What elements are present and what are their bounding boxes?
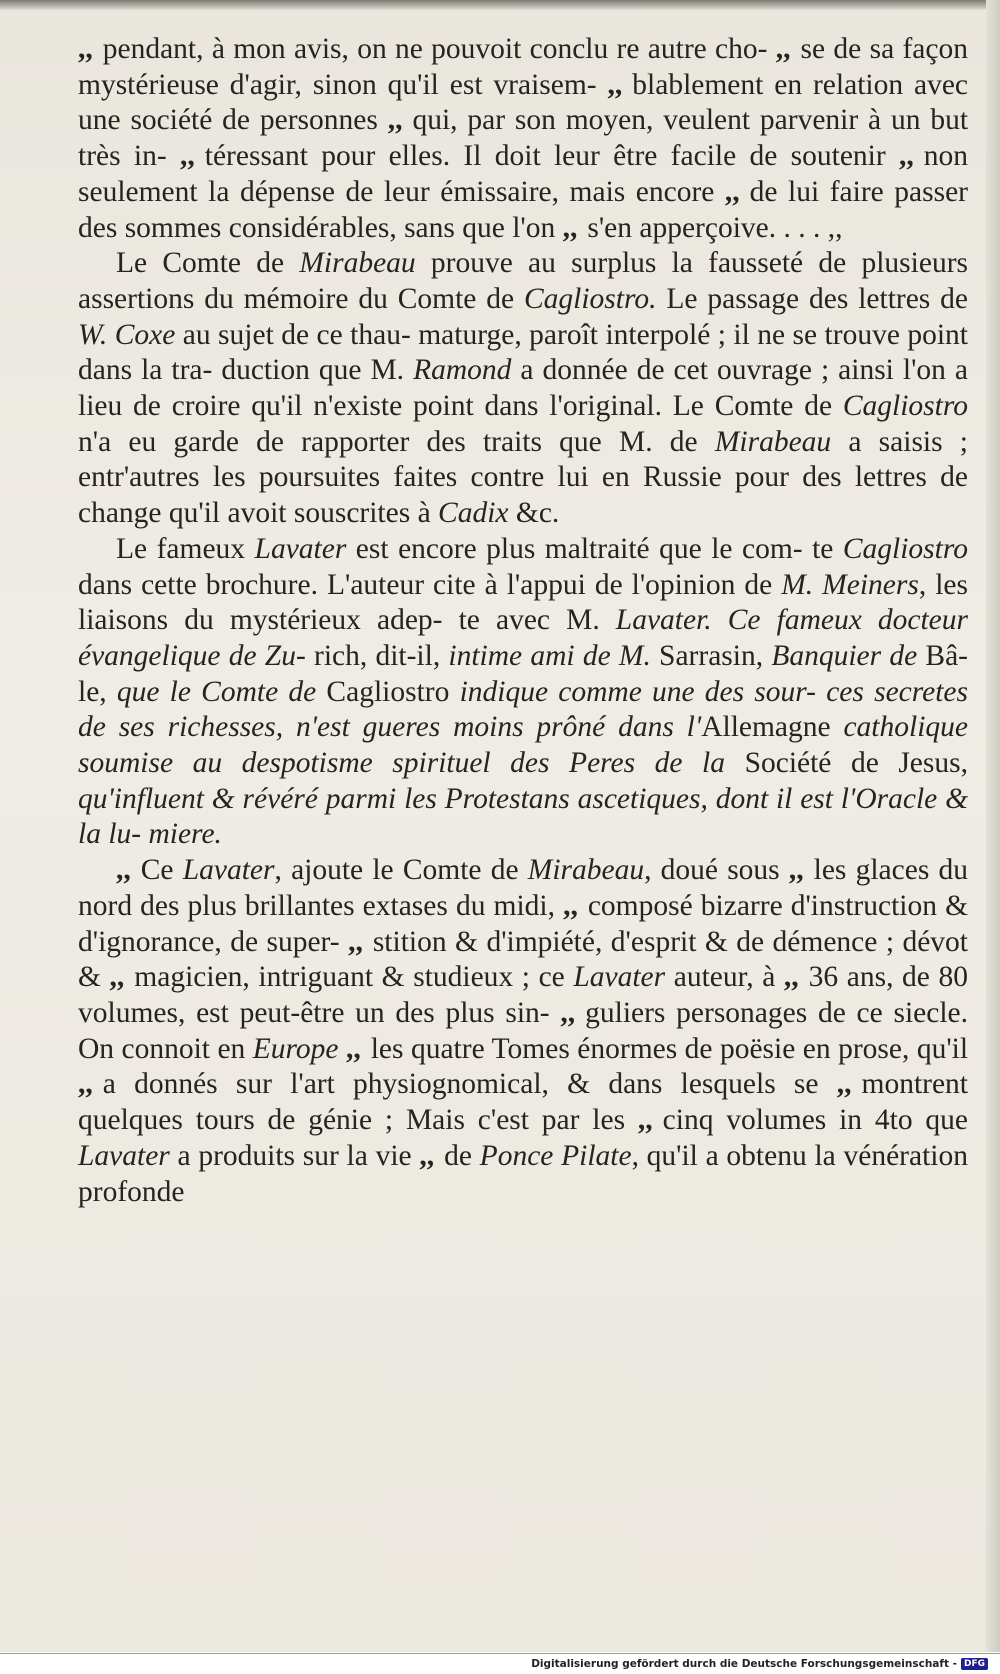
- line-text: Le Comte de: [116, 247, 300, 280]
- italic-text: Cagliostro: [842, 390, 968, 423]
- italic-text: Europe: [252, 1032, 339, 1065]
- italic-text: W. Coxe: [78, 318, 176, 351]
- italic-text: ces secretes de ses richesses, n'est gueres moins prôné dans: [78, 675, 969, 744]
- quote-mark: ,,: [387, 104, 403, 137]
- text-line: [563, 212, 843, 244]
- italic-text: Mirabeau: [714, 425, 832, 458]
- line-text: a donnés sur l'art physiognomical, & dans lesquels se: [102, 1068, 819, 1101]
- page-top-edge: [0, 0, 1000, 10]
- quote-mark: ,,: [78, 1068, 93, 1101]
- text-line: [294, 497, 559, 529]
- italic-text: catholique soumise au despotisme spirituel des: [78, 711, 968, 780]
- page-body-text: [78, 32, 968, 1210]
- footer-bar: [531, 1655, 988, 1673]
- line-text: , ajoute le Comte de: [274, 854, 528, 887]
- line-text: au sujet de ce thau-: [175, 318, 411, 351]
- footer-separator: [0, 1653, 1000, 1654]
- italic-text: Lavater: [254, 532, 347, 565]
- italic-text: que le Comte de: [116, 675, 317, 708]
- line-text: est encore plus maltraité que le com-: [346, 532, 803, 565]
- quote-mark: ,,: [345, 1032, 361, 1065]
- italic-text: miere.: [148, 818, 222, 851]
- line-text: pendant, à mon avis, on ne pouvoit conclu re autre cho-: [102, 33, 768, 65]
- line-text: qui, par son moyen, veulent parvenir à un but très in-: [78, 104, 969, 173]
- italic-text: Mirabeau: [527, 854, 645, 887]
- italic-text: intime ami de M.: [448, 639, 651, 672]
- italic-text: Cadix: [438, 497, 509, 530]
- line-text: Bâ-: [917, 639, 968, 672]
- line-text: M. de: [618, 425, 715, 458]
- line-text: blablement en relation avec une société de personnes: [78, 68, 969, 137]
- line-text: te avec M.: [458, 604, 616, 637]
- italic-text: indique comme une des sour-: [459, 675, 817, 708]
- quote-mark: ,,: [419, 1139, 435, 1172]
- italic-text: qu'influent & révéré parmi: [78, 782, 397, 815]
- line-text: contre lui en Russie pour des lettres de change qu'il avoit: [78, 461, 968, 530]
- paragraph: [78, 532, 968, 853]
- quote-mark: ,,: [109, 961, 125, 994]
- line-text: te: [812, 532, 843, 565]
- italic-text: Peres de la: [569, 747, 726, 780]
- line-text: le,: [78, 675, 117, 708]
- line-text: Sarrasin,: [650, 639, 772, 672]
- line-text: auteur, à: [665, 961, 776, 994]
- line-text: de l'opinion de: [594, 568, 782, 601]
- line-text: a produits sur la vie: [169, 1139, 412, 1172]
- text-line: [116, 247, 846, 279]
- italic-text: Lavater: [78, 1139, 170, 1172]
- line-text: Cagliostro: [316, 675, 460, 708]
- quote-mark: ,,: [180, 140, 195, 173]
- italic-text: Cagliostro: [842, 532, 968, 565]
- line-text: les quatre Tomes énormes de poësie en prose, qu'il: [370, 1032, 969, 1065]
- quote-mark: ,,: [563, 889, 578, 922]
- line-text: montrent quelques tours de génie ; Mais c'est par les: [78, 1068, 969, 1137]
- line-text: maturge, paroît interpolé ; il ne se trouve point dans la tra-: [78, 318, 969, 387]
- line-text: rich, dit-il,: [314, 639, 449, 672]
- italic-text: Banquier de: [771, 639, 918, 672]
- quote-mark: ,,: [836, 1068, 852, 1101]
- quote-mark: ,,: [562, 211, 578, 244]
- line-text: , doué sous: [644, 854, 780, 887]
- page-right-edge: [986, 0, 1000, 1652]
- text-line: [116, 533, 803, 565]
- line-text: 36 ans, de 80 volumes, est peut-être un des plus sin-: [78, 961, 968, 1029]
- italic-text: Lavater. Ce fameux docteur évangelique de Zu-: [78, 604, 969, 672]
- line-text: les glaces du nord des plus brillantes extases du midi,: [78, 854, 968, 922]
- quote-mark: ,,: [348, 925, 363, 958]
- line-text: stition & d'impiété, d'esprit & de démence ; dévot &: [78, 925, 969, 994]
- line-text: cinq volumes in 4to que: [662, 1104, 968, 1137]
- line-text: Le fameux: [116, 532, 255, 565]
- italic-text: Lavater: [573, 961, 666, 994]
- quote-mark: ,,: [783, 961, 799, 994]
- text-line: [346, 1033, 968, 1065]
- italic-text: Ramond: [413, 354, 512, 387]
- italic-text: l': [686, 711, 702, 744]
- line-text: souscrites à: [293, 497, 439, 530]
- text-line: [116, 854, 780, 886]
- text-line: [314, 640, 968, 672]
- italic-text: Lavater: [182, 854, 275, 887]
- line-text: , les liaisons du mystérieux adep-: [78, 568, 969, 637]
- line-text: de lui faire passer des sommes considérables, sans que l'on: [78, 175, 968, 244]
- text-line: [180, 140, 886, 172]
- quote-mark: ,,: [775, 33, 791, 65]
- line-text: s'en apperçoive. . . . ,,: [587, 211, 843, 244]
- text-line: [148, 818, 221, 850]
- quote-mark: ,,: [788, 854, 804, 887]
- italic-text: Cagliostro.: [523, 282, 657, 315]
- dfg-logo: DFG: [961, 1658, 988, 1670]
- paragraph: [78, 32, 968, 246]
- line-text: Comte de: [714, 390, 843, 423]
- line-text: magicien, intriguant & studieux ; ce: [134, 961, 574, 994]
- paragraph: [78, 246, 968, 532]
- line-text: n'a eu garde de rapporter des traits que: [78, 425, 602, 458]
- line-text: Le passage des lettres de: [666, 282, 969, 315]
- line-text: plusieurs assertions du mémoire du Comte de: [78, 247, 969, 315]
- line-text: prouve au surplus la fausseté de: [415, 247, 847, 280]
- line-text: téressant pour elles. Il doit leur être facile de soutenir: [204, 140, 886, 173]
- quote-mark: ,,: [724, 175, 740, 208]
- text-line: [78, 1068, 819, 1100]
- line-text: non seulement la dépense de leur émissaire, mais encore: [78, 140, 969, 208]
- line-text: , qu'il a obtenu la vénération profonde: [78, 1139, 968, 1208]
- line-text: guliers personages de ce siecle. On connoit en: [78, 996, 968, 1065]
- line-text: de: [444, 1139, 480, 1172]
- line-text: dans cette brochure. L'auteur cite à l'appui: [78, 568, 586, 601]
- quote-mark: ,,: [78, 33, 93, 65]
- footer-credit: Digitalisierung gefördert durch die Deutsche Forschungsgemeinschaft -: [531, 1658, 957, 1670]
- line-text: a saisis ; entr'autres les poursuites faites: [78, 425, 969, 494]
- quote-mark: ,,: [637, 1104, 653, 1137]
- text-line: [110, 961, 776, 993]
- line-text: l'on a lieu de croire qu'il n'existe point dans l'original. Le: [78, 354, 969, 423]
- quote-mark: ,,: [899, 140, 914, 173]
- line-text: composé bizarre d'instruction & d'ignorance, de super-: [78, 889, 969, 958]
- italic-text: Mirabeau: [299, 247, 416, 280]
- line-text: duction que M.: [221, 354, 414, 387]
- quote-mark: ,,: [607, 68, 623, 101]
- line-text: Ce: [140, 854, 183, 887]
- italic-text: M. Meiners: [781, 568, 919, 601]
- italic-text: les Protestans ascetiques, dont il est l'Oracle & la lu-: [78, 782, 969, 851]
- text-line: [221, 354, 894, 386]
- line-text: Société de Jesus,: [725, 747, 968, 780]
- text-line: [78, 676, 816, 708]
- quote-mark: ,,: [560, 996, 576, 1029]
- line-text: a donnée de cet ouvrage ; ainsi: [511, 354, 894, 387]
- line-text: Allemagne: [701, 711, 844, 744]
- italic-text: Ponce Pilate: [479, 1139, 632, 1172]
- line-text: se de sa façon mystérieuse d'agir, sinon qu'il est vraisem-: [78, 33, 968, 101]
- line-text: &c.: [508, 497, 560, 530]
- text-line: [78, 33, 767, 65]
- paragraph: [78, 853, 968, 1210]
- quote-mark: ,,: [116, 854, 131, 887]
